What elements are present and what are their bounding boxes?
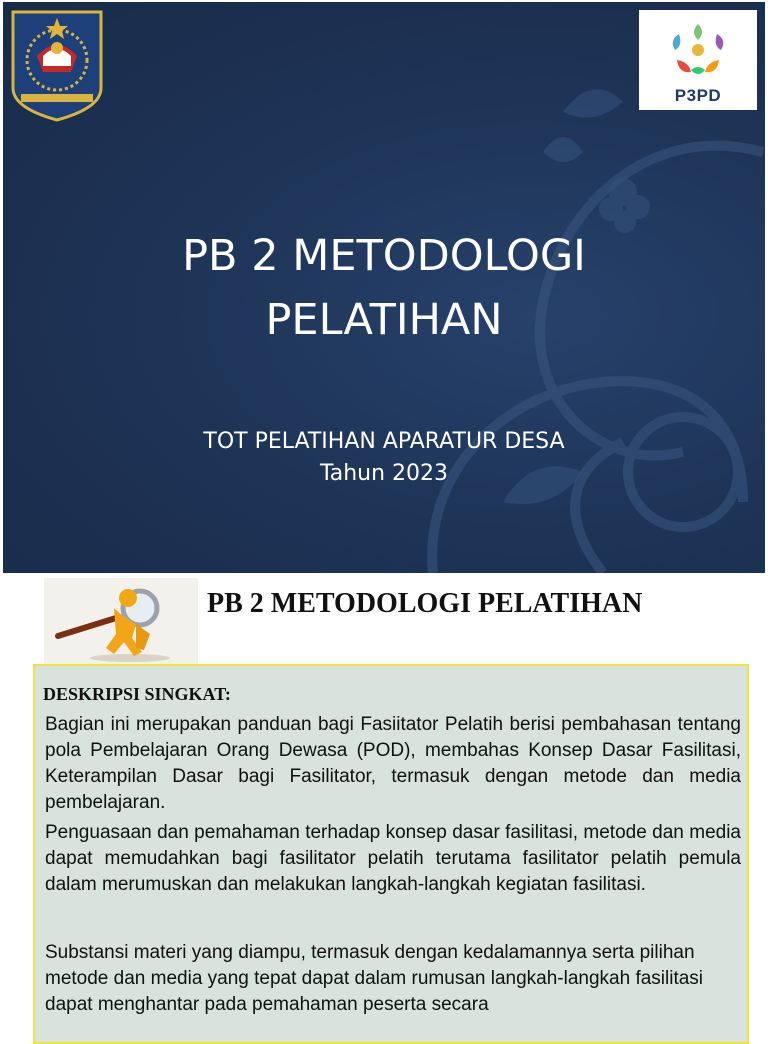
description-heading: DESKRIPSI SINGKAT: xyxy=(43,684,231,704)
description-box xyxy=(33,664,749,1044)
slide-subtitle xyxy=(63,426,705,490)
slide-subtitle-line-2: Tahun 2023 xyxy=(319,461,449,486)
description-paragraph-3: Substansi materi yang diampu, termasuk dengan kedalamannya serta pilihan metode dan media yang tepat dapat dalam rumusan langkah-langkah fasilitasi dapat menghantar pada pemahaman peserta secara xyxy=(45,942,704,1015)
slide-title-line-1: PB 2 METODOLOGI xyxy=(182,231,586,281)
document-title: PB 2 METODOLOGI PELATIHAN xyxy=(207,588,643,619)
title-slide xyxy=(3,2,765,573)
kemendagri-emblem xyxy=(9,8,105,122)
slide-title xyxy=(63,224,705,352)
magnifier-figure-icon xyxy=(44,578,198,664)
p3pd-logo xyxy=(639,10,757,110)
slide-subtitle-line-1: TOT PELATIHAN APARATUR DESA xyxy=(203,429,565,454)
description-paragraph-2: Penguasaan dan pemahaman terhadap konsep dasar fasilitasi, metode dan media dapat memudahkan bagi fasilitator pelatih terutama fasilitator pelatih pemula dalam merumuskan dan melakukan langkah-langkah kegiatan fasilitasi. xyxy=(45,822,741,895)
slide-title-line-2: PELATIHAN xyxy=(265,295,503,345)
p3pd-logo-text: P3PD xyxy=(674,86,722,105)
description-paragraph-1: Bagian ini merupakan panduan bagi Fasiitator Pelatih berisi pembahasan tentang pola Pembelajaran Orang Dewasa (POD), membahas Konsep Dasar Fasilitasi, Keterampilan Dasar bagi Fasilitator, termasuk dengan metode dan media pembelajaran. xyxy=(45,714,741,813)
